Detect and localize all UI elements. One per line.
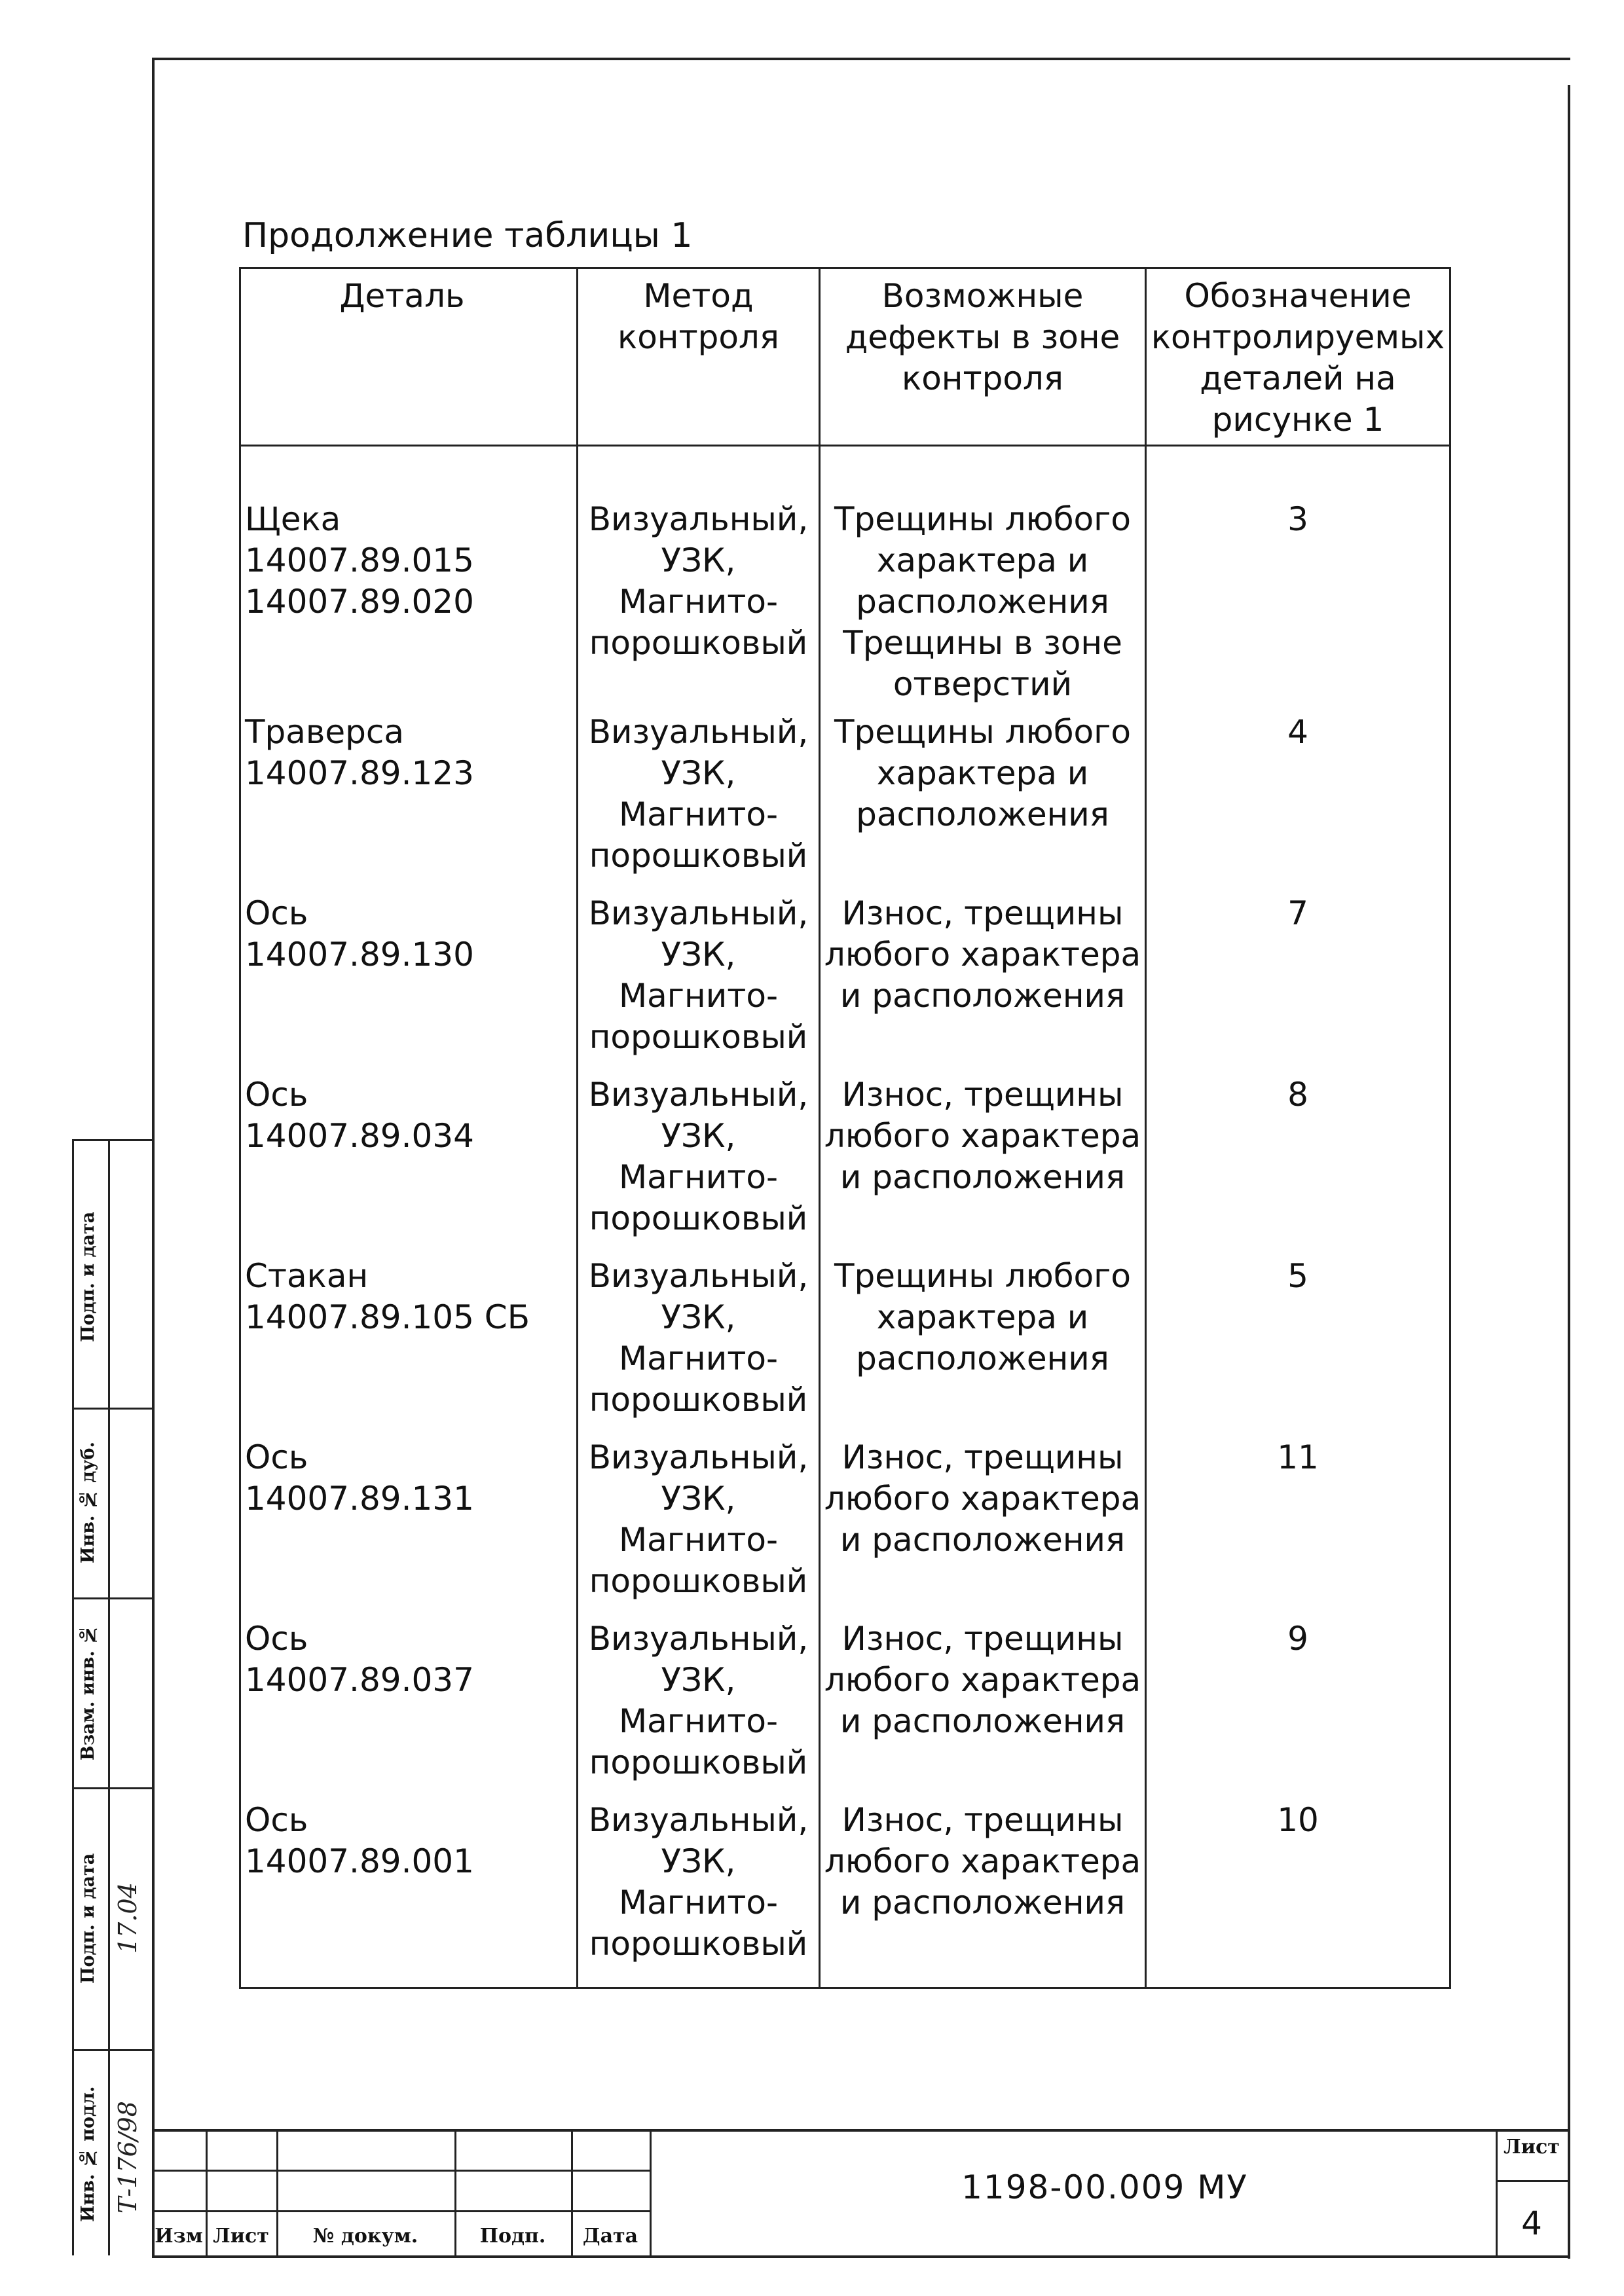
side-stamp xyxy=(72,1139,152,2255)
frame-top-border xyxy=(152,58,1570,60)
col-label-change: Изм xyxy=(155,2225,203,2248)
table-row xyxy=(240,1800,1450,1988)
table-row xyxy=(240,1256,1450,1437)
cell-defects: Трещины любого характера и расположения xyxy=(820,1256,1146,1437)
cell-designation: 8 xyxy=(1146,1074,1450,1256)
side-stamp-line xyxy=(74,2049,154,2051)
cell-defects: Трещины любого характера и расположения Трещины в зоне отверстий xyxy=(820,446,1146,712)
cell-designation: 10 xyxy=(1146,1800,1450,1988)
cell-designation: 3 xyxy=(1146,446,1450,712)
header-designation: Обозначение контролируемых деталей на рисунке 1 xyxy=(1146,268,1450,446)
side-label-replace-inv: Взам. инв. № xyxy=(78,1624,98,1761)
side-stamp-line xyxy=(74,1597,154,1599)
side-label-dup-inv: Инв. № дуб. xyxy=(78,1442,98,1563)
inspection-table xyxy=(239,267,1451,1989)
side-label-sign-date-2: Подп. и дата xyxy=(78,1853,98,1984)
title-block-row-line xyxy=(152,2210,650,2212)
table-header-row xyxy=(240,268,1450,446)
table-row xyxy=(240,893,1450,1074)
sheet-number: 4 xyxy=(1521,2204,1542,2242)
cell-method: Визуальный, УЗК, Магнито- порошковый xyxy=(578,1800,820,1988)
cell-defects: Износ, трещины любого характера и расположения xyxy=(820,1618,1146,1800)
cell-part: Стакан 14007.89.105 СБ xyxy=(240,1256,578,1437)
cell-part: Ось 14007.89.001 xyxy=(240,1800,578,1988)
table-row xyxy=(240,1437,1450,1618)
cell-method: Визуальный, УЗК, Магнито- порошковый xyxy=(578,893,820,1074)
col-label-signature: Подп. xyxy=(479,2225,546,2248)
side-label-orig-inv: Инв. № подл. xyxy=(78,2086,98,2222)
cell-part: Ось 14007.89.037 xyxy=(240,1618,578,1800)
cell-method: Визуальный, УЗК, Магнито- порошковый xyxy=(578,1618,820,1800)
cell-defects: Трещины любого характера и расположения xyxy=(820,712,1146,893)
header-defects: Возможные дефекты в зоне контроля xyxy=(820,268,1146,446)
title-block-top-line xyxy=(152,2129,1570,2132)
cell-method: Визуальный, УЗК, Магнито- порошковый xyxy=(578,1437,820,1618)
col-label-doc-no: № докум. xyxy=(312,2225,418,2248)
cell-designation: 7 xyxy=(1146,893,1450,1074)
col-label-sheet: Лист xyxy=(213,2225,269,2248)
header-part: Деталь xyxy=(240,268,578,446)
cell-defects: Износ, трещины любого характера и расположения xyxy=(820,1074,1146,1256)
title-block xyxy=(152,2129,1570,2255)
sheet-label: Лист xyxy=(1504,2136,1560,2159)
side-stamp-line xyxy=(74,1408,154,1410)
cell-designation: 9 xyxy=(1146,1618,1450,1800)
frame-left-border xyxy=(152,58,155,2255)
col-label-date: Дата xyxy=(582,2225,638,2248)
document-number: 1198-00.009 МУ xyxy=(961,2168,1248,2206)
frame-bottom-border xyxy=(152,2255,1570,2258)
cell-designation: 11 xyxy=(1146,1437,1450,1618)
table-row xyxy=(240,1618,1450,1800)
table-row xyxy=(240,1074,1450,1256)
cell-part: Ось 14007.89.131 xyxy=(240,1437,578,1618)
header-method: Метод контроля xyxy=(578,268,820,446)
cell-part: Траверса 14007.89.123 xyxy=(240,712,578,893)
table-body xyxy=(240,446,1450,1988)
frame-right-border xyxy=(1568,85,1570,2259)
cell-defects: Износ, трещины любого характера и расположения xyxy=(820,893,1146,1074)
handwritten-date: 17.04 xyxy=(113,1882,142,1954)
handwritten-inv-number: Т-176/98 xyxy=(113,2101,142,2214)
side-stamp-line xyxy=(74,1139,154,1141)
cell-defects: Износ, трещины любого характера и расположения xyxy=(820,1800,1146,1988)
side-label-sign-date: Подп. и дата xyxy=(78,1211,98,1342)
table-row xyxy=(240,446,1450,712)
table-row xyxy=(240,712,1450,893)
side-stamp-line xyxy=(74,1787,154,1789)
cell-method: Визуальный, УЗК, Магнито- порошковый xyxy=(578,1256,820,1437)
cell-defects: Износ, трещины любого характера и расположения xyxy=(820,1437,1146,1618)
table-caption: Продолжение таблицы 1 xyxy=(242,216,693,255)
cell-designation: 5 xyxy=(1146,1256,1450,1437)
side-stamp-divider xyxy=(108,1139,110,2255)
cell-part: Ось 14007.89.034 xyxy=(240,1074,578,1256)
cell-method: Визуальный, УЗК, Магнито- порошковый xyxy=(578,446,820,712)
title-block-row-line xyxy=(152,2170,650,2172)
cell-part: Ось 14007.89.130 xyxy=(240,893,578,1074)
cell-designation: 4 xyxy=(1146,712,1450,893)
cell-part: Щека 14007.89.015 14007.89.020 xyxy=(240,446,578,712)
cell-method: Визуальный, УЗК, Магнито- порошковый xyxy=(578,1074,820,1256)
cell-method: Визуальный, УЗК, Магнито- порошковый xyxy=(578,712,820,893)
